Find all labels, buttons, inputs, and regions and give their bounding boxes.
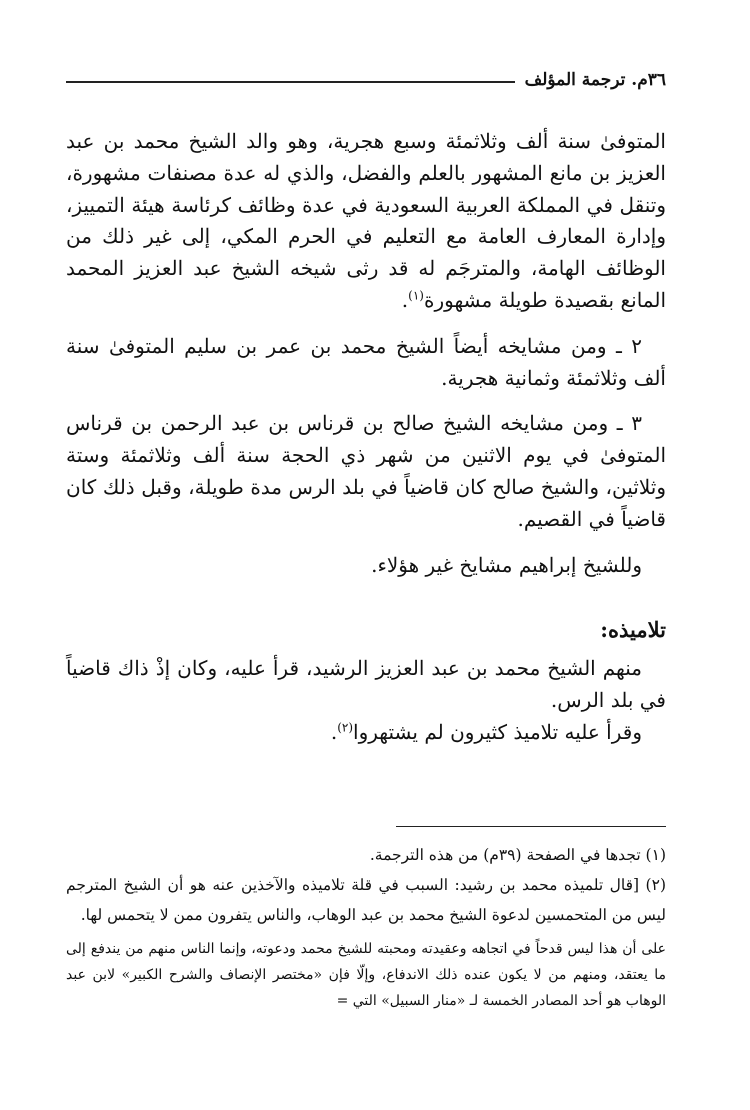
paragraph-teachers-1 bbox=[66, 126, 666, 317]
paragraph-teachers-3: ٣ ـ ومن مشايخه الشيخ صالح بن قرناس بن عبد الرحمن بن قرناس المتوفىٰ في يوم الاثنين من شهر ذي الحجة سنة ألف وثلاثمئة وستة وثلاثين، والشيخ صالح كان قاضياً في بلد الرس مدة طويلة، وقبل ذلك كان قاضياً في القصيم. bbox=[66, 411, 666, 531]
footnote-2: (٢) [قال تلميذه محمد بن رشيد: السبب في قلة تلاميذه والآخذين عنه هو أن الشيخ المترجم ليس من المتحمسين لدعوة الشيخ محمد بن عبد الوهاب، والناس يتفرون ممن لا يتحمس لها. bbox=[66, 876, 666, 924]
section-heading-students: تلاميذه: bbox=[600, 617, 666, 643]
paragraph-students-1: منهم الشيخ محمد بن عبد العزيز الرشيد، قرأ عليه، وكان إذْ ذاك قاضياً في بلد الرس. bbox=[66, 656, 666, 713]
footnote-1: (١) تجدها في الصفحة (٣٩م) من هذه الترجمة. bbox=[369, 846, 666, 864]
paragraph-text: المتوفىٰ سنة ألف وثلاثمئة وسبع هجرية، وهو والد الشيخ محمد بن عبد العزيز بن مانع المشهور بالعلم والفضل، والذي له عدة مصنفات مشهورة، وتنقل في المملكة العربية السعودية في عدة وظائف كرئاسة هيئة التمييز، وإدارة المعارف العامة مع التعليم في الحرم المكي، إلى غير ذلك من الوظائف الهامة، والمترجَم له قد رثى شيخه الشيخ عبد العزيز المحمد المانع بقصيدة طويلة مشهورة bbox=[66, 129, 666, 312]
paragraph-text: وقرأ عليه تلاميذ كثيرون لم يشتهروا bbox=[353, 719, 642, 744]
paragraph-end-period: . bbox=[401, 287, 409, 312]
paragraph-students-2 bbox=[66, 717, 666, 749]
footnote-2-continued: على أن هذا ليس قدحاً في اتجاهه وعقيدته ومحبته للشيخ محمد ودعوته، وإنما الناس منهم من يندفع إلى ما يعتقد، ومنهم من لا يكون عنده ذلك الاندفاع، وإلّا فإن «مختصر الإنصاف والشرح الكبير» لابن عبد الوهاب هو أحد المصادر الخمسة لـ «منار السبيل» التي = bbox=[66, 941, 666, 1009]
running-header bbox=[66, 63, 666, 97]
paragraph-teachers-other: وللشيخ إبراهيم مشايخ غير هؤلاء. bbox=[371, 552, 642, 577]
footnotes bbox=[66, 840, 666, 1014]
paragraph-end-period: . bbox=[330, 719, 338, 744]
header-rule bbox=[66, 81, 515, 83]
footnote-separator bbox=[396, 826, 666, 827]
footnote-marker-2: (٢) bbox=[337, 720, 354, 735]
footnote-marker-1: (١) bbox=[408, 288, 424, 303]
page-header-title: ٣٦م. ترجمة المؤلف bbox=[524, 70, 666, 90]
main-text bbox=[66, 126, 666, 749]
paragraph-teachers-2: ٢ ـ ومن مشايخه أيضاً الشيخ محمد بن عمر بن سليم المتوفىٰ سنة ألف وثلاثمئة وثمانية هجرية. bbox=[66, 333, 666, 390]
